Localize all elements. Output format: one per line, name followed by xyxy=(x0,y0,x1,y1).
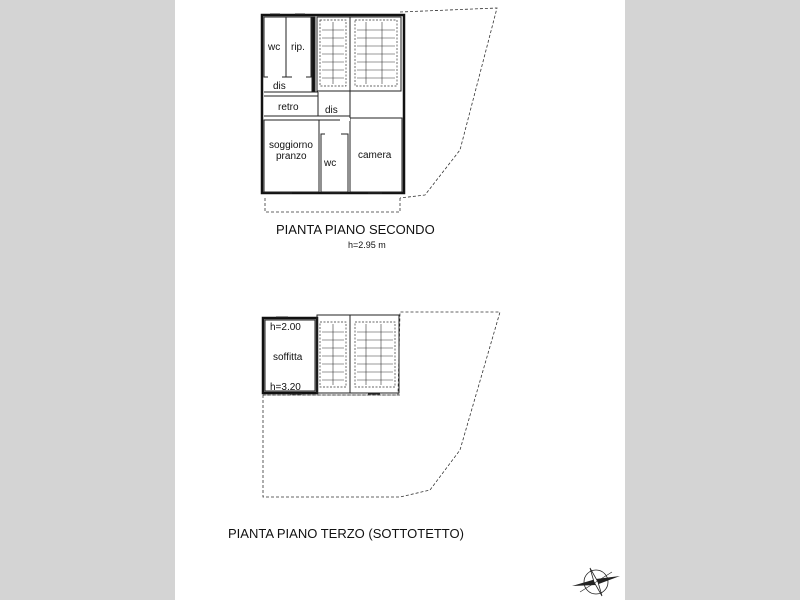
room-label-camera: camera xyxy=(358,150,392,161)
staircase-lower xyxy=(320,322,395,387)
room-label-wc-top: wc xyxy=(268,42,281,53)
room-label-pranzo: pranzo xyxy=(276,151,307,162)
plan-second-floor xyxy=(262,8,497,250)
room-label-retro: retro xyxy=(278,102,299,113)
north-arrow-icon xyxy=(572,568,620,596)
floor2-height-note: h=2.95 m xyxy=(348,240,386,250)
site-outline-upper xyxy=(400,8,497,198)
room-label-rip: rip. xyxy=(291,42,305,53)
height-label-top: h=2.00 xyxy=(270,322,301,333)
room-label-soffitta: soffitta xyxy=(273,352,303,363)
room-label-soggiorno: soggiorno xyxy=(269,140,313,151)
staircase-lower-enclosure xyxy=(317,315,399,393)
room-label-dis-right: dis xyxy=(325,105,338,116)
height-label-bottom: h=3.20 xyxy=(270,382,301,393)
plan-third-floor xyxy=(228,312,500,541)
floor3-title: PIANTA PIANO TERZO (SOTTOTETTO) xyxy=(228,526,464,541)
room-label-dis-left: dis xyxy=(273,81,286,92)
room-label-wc-bottom: wc xyxy=(324,158,337,169)
floor2-title: PIANTA PIANO SECONDO xyxy=(276,222,435,237)
